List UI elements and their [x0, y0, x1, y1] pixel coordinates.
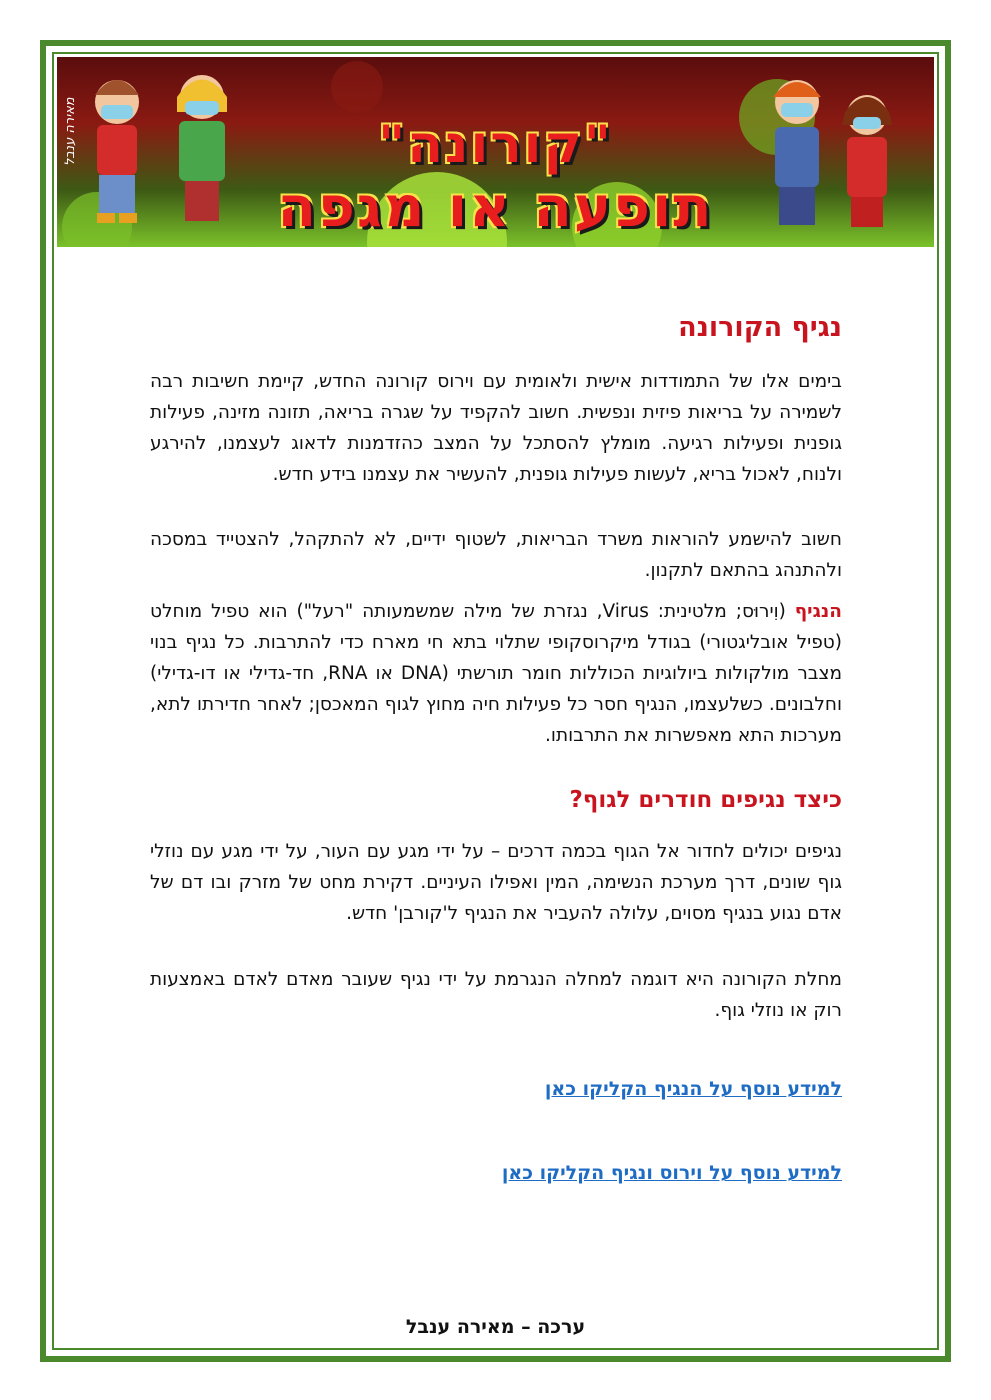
paragraph-3-text [150, 596, 842, 751]
paragraph-3 [150, 596, 842, 751]
paragraph-4 [150, 836, 842, 929]
section-heading: כיצד נגיפים חודרים לגוף? [569, 787, 842, 813]
more-info-virus-link[interactable]: למידע נוסף על הנגיף הקליקו כאן [544, 1078, 842, 1100]
paragraph-5-text: מחלת הקורונה היא דוגמה למחלה הנגרמת על ידי נגיף שעובר מאדם לאדם באמצעות רוק או נוזלי גוף. [150, 969, 842, 1021]
footer-credit: ערכה – מאירה ענבל [405, 1316, 586, 1338]
paragraph-4-text: נגיפים יכולים לחדור אל הגוף בכמה דרכים – על ידי מגע עם העור, על ידי מגע עם נוזלי גוף שונים, דרך מערכת הנשימה, המין ואפילו העיניים. דקירת מחט של מזרק ובו דם של אדם נגוע בנגיף מסוים, עלולה להעביר את הנגיף ל'קורבן' חדש. [150, 841, 842, 924]
paragraph-5 [150, 964, 842, 1026]
header-banner [57, 57, 934, 247]
paragraph-1 [150, 366, 842, 490]
banner-title-line2: תופעה או מגפה [277, 175, 714, 240]
more-info-virus-and-nagif-link[interactable]: למידע נוסף על וירוס ונגיף הקליקו כאן [501, 1162, 842, 1184]
virus-term: הנגיף [794, 601, 842, 622]
paragraph-2-text: חשוב להישמע להוראות משרד הבריאות, לשטוף ידיים, לא להתקהל, להצטייד במסכה ולהתנהג בהתאם לתקנון. [150, 529, 842, 581]
banner-title-line1: "קורונה" [378, 115, 613, 175]
paragraph-3-body: (וִירוּס; מלטינית: Virus, נגזרת של מילה שמשמעותה "רעל") הוא טפיל מוחלט (טפיל אובליגטורי) בגודל מיקרוסקופי שתלוי בתא חי מארח כדי להתרבות. כל נגיף בנוי מצבר מולקולות ביולוגיות הכוללות חומר תורשתי (DNA או RNA, חד-גדילי או דו-גדילי) וחלבונים. כשלעצמו, הנגיף חסר כל פעילות חיה מחוץ לגוף המאכסן; לאחר חדירתו לתא, מערכות התא מאפשרות את התרבותו. [150, 601, 843, 746]
paragraph-1-text: בימים אלו של התמודדות אישית ולאומית עם וירוס קורונה החדש, קיימת חשיבות רבה לשמירה על בריאות פיזית ונפשית. חשוב להקפיד על שגרה בריאה, תזונה מזינה, פעילות גופנית ופעילות רגיעה. מומלץ להסתכל על המצב כהזדמנות לדאוג לעצמנו, להירגע ולנוח, לאכול בריא, לעשות פעילות גופנית, להעשיר את עצמנו בידע חדש. [150, 371, 842, 485]
paragraph-2 [150, 524, 842, 586]
page-title: נגיף הקורונה [678, 312, 842, 343]
banner-signature: מאירה ענבל [63, 97, 78, 166]
